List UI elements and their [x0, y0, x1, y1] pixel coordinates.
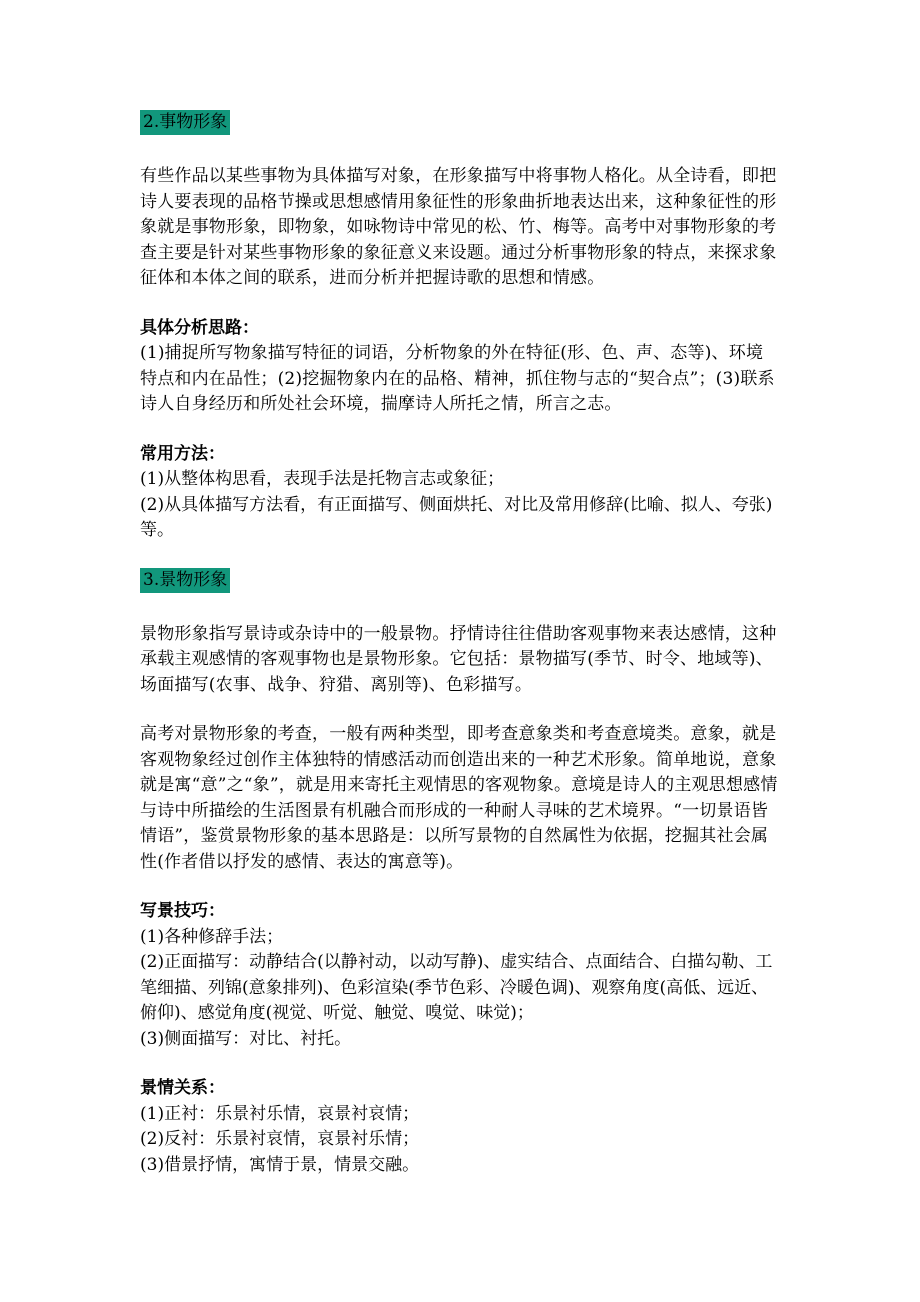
- skills-title: 写景技巧：: [140, 901, 225, 921]
- section-2-heading: 2.事物形象: [140, 110, 230, 135]
- relation-item-2: (2)反衬：乐景衬哀情，哀景衬乐情；: [140, 1129, 420, 1149]
- method-item-1: (1)从整体构思看，表现手法是托物言志或象征；: [140, 469, 505, 489]
- relation-item-3: (3)借景抒情，寓情于景，情景交融。: [140, 1154, 420, 1175]
- method-item-2: (2)从具体描写方法看，有正面描写、侧面烘托、对比及常用修辞(比喻、拟人、夸张)等。: [140, 494, 773, 540]
- section-3-exam: 高考对景物形象的考查，一般有两种类型，即考查意象类和考查意境类。意象，就是客观物象经过创作主体独特的情感活动而创造出来的一种艺术形象。简单地说，意象就是寓“意”之“象”，就是用来寄托主观情思的客观物象。意境是诗人的主观思想感情与诗中所描绘的生活图景有机融合而形成的一种耐人寻味的艺术境界。“一切景语皆情语”，鉴赏景物形象的基本思路是：以所写景物的自然属性为依据，挖掘其社会属性(作者借以抒发的感情、表达的寓意等)。: [140, 724, 778, 872]
- relation-title: 景情关系：: [140, 1078, 225, 1098]
- analysis-text: (1)捕捉所写物象描写特征的词语，分析物象的外在特征(形、色、声、态等)、环境特点和内在品性；(2)挖掘物象内在的品格、精神，抓住物与志的“契合点”；(3)联系诗人自身经历和所处社会环境，揣摩诗人所托之情，所言之志。: [140, 343, 775, 414]
- relation-item-1: (1)正衬：乐景衬乐情，哀景衬哀情；: [140, 1103, 420, 1124]
- section-3: [140, 568, 780, 1179]
- section-2-intro: 有些作品以某些事物为具体描写对象，在形象描写中将事物人格化。从全诗看，即把诗人要表现的品格节操或思想感情用象征性的形象曲折地表达出来，这种象征性的形象就是事物形象，即物象，如咏物诗中常见的松、竹、梅等。高考中对事物形象的考查主要是针对某些事物形象的象征意义来设题。通过分析事物形象的特点，来探求象征体和本体之间的联系，进而分析并把握诗歌的思想和情感。: [140, 166, 777, 288]
- section-2: [140, 110, 780, 544]
- section-3-intro: 景物形象指写景诗或杂诗中的一般景物。抒情诗往往借助客观事物来表达感情，这种承载主观感情的客观事物也是景物形象。它包括：景物描写(季节、时令、地域等)、场面描写(农事、战争、狩猎、离别等)、色彩描写。: [140, 623, 777, 695]
- skill-item-2: (2)正面描写：动静结合(以静衬动，以动写静)、虚实结合、点面结合、白描勾勒、工笔细描、列锦(意象排列)、色彩渲染(季节色彩、冷暖色调)、观察角度(高低、远近、俯仰)、感觉角度(视觉、听觉、触觉、嗅觉、味觉)；: [140, 952, 773, 1023]
- skill-item-3: (3)侧面描写：对比、衬托。: [140, 1028, 352, 1049]
- skill-item-1: (1)各种修辞手法；: [140, 926, 284, 947]
- methods-title: 常用方法：: [140, 443, 225, 464]
- analysis-title: 具体分析思路：: [140, 317, 259, 338]
- section-3-heading: 3.景物形象: [140, 568, 230, 593]
